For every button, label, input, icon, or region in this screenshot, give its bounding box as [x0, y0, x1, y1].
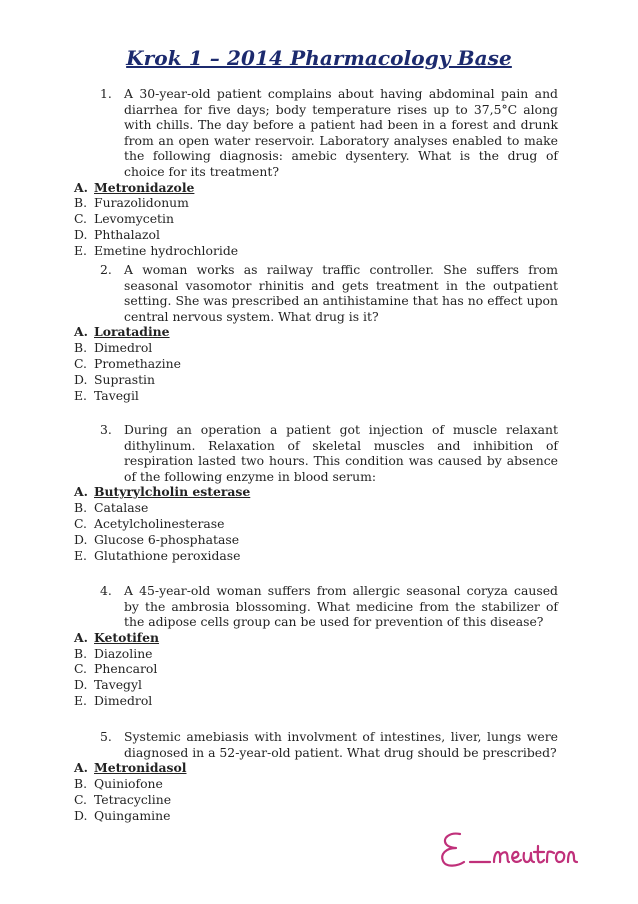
option-letter: E.	[74, 547, 87, 563]
option-text: Suprastin	[94, 371, 155, 387]
option-letter: B.	[74, 340, 88, 356]
option-letter: C.	[74, 791, 87, 807]
option-text: Butyrylcholin esterase	[94, 484, 251, 500]
answer-option	[74, 792, 558, 808]
option-text: Glucose 6-phosphatase	[94, 531, 240, 547]
option-letter: B.	[74, 500, 88, 516]
question-number: 5.	[100, 729, 112, 744]
option-letter: C.	[74, 211, 87, 227]
option-text: Catalase	[94, 500, 149, 516]
option-text: Diazoline	[94, 645, 153, 661]
option-text: Tavegil	[94, 387, 139, 403]
option-letter: E.	[74, 692, 87, 708]
answer-option	[74, 516, 558, 532]
option-letter: E.	[74, 387, 87, 403]
question-2	[74, 262, 558, 403]
option-text: Emetine hydrochloride	[94, 242, 239, 258]
option-letter: C.	[74, 515, 87, 531]
option-text: Phencarol	[94, 661, 158, 677]
answer-option-correct	[74, 760, 558, 776]
answer-option-correct	[74, 484, 558, 500]
question-1	[74, 86, 558, 259]
option-letter: E.	[74, 242, 87, 258]
answer-option	[74, 548, 558, 564]
signature-logo	[430, 824, 590, 874]
answer-option	[74, 195, 558, 211]
answer-option	[74, 372, 558, 388]
question-number: 4.	[100, 583, 112, 598]
option-text: Quingamine	[94, 807, 171, 823]
answer-option	[74, 808, 558, 824]
answer-option-correct	[74, 630, 558, 646]
option-text: Tetracycline	[94, 791, 172, 807]
option-text: Levomycetin	[94, 211, 174, 227]
option-text: Acetylcholinesterase	[94, 515, 225, 531]
answer-options	[74, 484, 558, 563]
option-text: Ketotifen	[94, 629, 160, 645]
option-letter: B.	[74, 195, 88, 211]
answer-option	[74, 227, 558, 243]
question-number: 1.	[100, 86, 112, 101]
question-text: A 45-year-old woman suffers from allergic seasonal coryza caused by the ambrosia blossoming. What medicine from the stabilizer of the adipose cells group can be used for prevention of this disease?	[124, 583, 558, 630]
option-letter: A.	[74, 629, 88, 645]
option-letter: D.	[74, 807, 88, 823]
question-5	[74, 729, 558, 823]
answer-options	[74, 630, 558, 709]
option-text: Metronidasol	[94, 760, 187, 776]
answer-option	[74, 661, 558, 677]
option-letter: D.	[74, 677, 88, 693]
option-letter: D.	[74, 371, 88, 387]
answer-option-correct	[74, 180, 558, 196]
option-text: Dimedrol	[94, 692, 153, 708]
answer-option	[74, 646, 558, 662]
option-letter: B.	[74, 645, 88, 661]
answer-option-correct	[74, 324, 558, 340]
option-letter: A.	[74, 760, 88, 776]
question-3	[74, 422, 558, 563]
option-letter: B.	[74, 775, 88, 791]
answer-option	[74, 211, 558, 227]
question-text: A 30-year-old patient complains about having abdominal pain and diarrhea for five days; body temperature rises up to 37,5°C along with chills. The day before a patient had been in a forest and drunk from an open water reservoir. Laboratory analyses enabled to make the following diagnosis: amebic dysentery. What is the drug of choice for its treatment?	[124, 86, 558, 179]
option-text: Furazolidonum	[94, 195, 189, 211]
question-4	[74, 583, 558, 709]
answer-option	[74, 243, 558, 259]
option-text: Glutathione peroxidase	[94, 547, 241, 563]
answer-options	[74, 760, 558, 823]
answer-options	[74, 180, 558, 259]
option-letter: A.	[74, 324, 88, 340]
option-letter: D.	[74, 226, 88, 242]
option-text: Dimedrol	[94, 340, 153, 356]
question-text: A woman works as railway traffic controller. She suffers from seasonal vasomotor rhinitis and gets treatment in the outpatient setting. She was prescribed an antihistamine that has no effect upon central nervous system. What drug is it?	[124, 262, 558, 324]
option-letter: C.	[74, 355, 87, 371]
option-text: Phthalazol	[94, 226, 160, 242]
option-text: Loratadine	[94, 324, 170, 340]
question-text: Systemic amebiasis with involvment of intestines, liver, lungs were diagnosed in a 52-year-old patient. What drug should be prescribed?	[124, 729, 558, 760]
page-title: Krok 1 – 2014 Pharmacology Base	[126, 46, 512, 70]
answer-option	[74, 693, 558, 709]
answer-option	[74, 340, 558, 356]
option-letter: C.	[74, 661, 87, 677]
answer-option	[74, 677, 558, 693]
answer-option	[74, 532, 558, 548]
option-text: Metronidazole	[94, 179, 195, 195]
question-number: 2.	[100, 262, 112, 277]
question-number: 3.	[100, 422, 112, 437]
option-letter: A.	[74, 179, 88, 195]
question-text: During an operation a patient got injection of muscle relaxant dithylinum. Relaxation of skeletal muscles and inhibition of respiration lasted two hours. This condition was caused by absence of the following enzyme in blood serum:	[124, 422, 558, 484]
option-letter: A.	[74, 484, 88, 500]
option-text: Promethazine	[94, 355, 181, 371]
answer-options	[74, 324, 558, 403]
answer-option	[74, 356, 558, 372]
option-text: Quiniofone	[94, 775, 163, 791]
answer-option	[74, 776, 558, 792]
option-text: Tavegyl	[94, 677, 142, 693]
answer-option	[74, 500, 558, 516]
option-letter: D.	[74, 531, 88, 547]
answer-option	[74, 388, 558, 404]
